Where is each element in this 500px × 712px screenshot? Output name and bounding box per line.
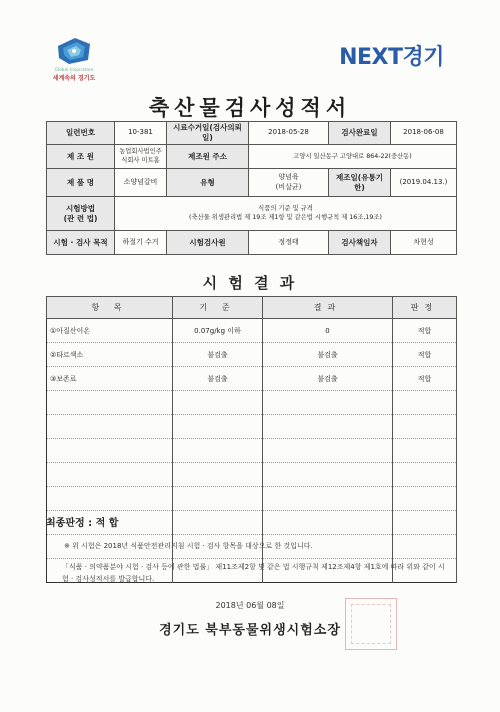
test-standard: 불검출 — [173, 367, 263, 391]
info-row — [47, 169, 457, 197]
final-verdict: 최종판정 : 적 합 — [46, 518, 119, 529]
empty-row — [47, 487, 457, 511]
info-row — [47, 122, 457, 145]
label-test-method-line1: 시험방법 — [66, 203, 95, 213]
empty-row — [47, 463, 457, 487]
label-received-date: 시료수거일(검사의뢰일) — [167, 122, 249, 145]
document-title: 축산물검사성적서 — [148, 96, 352, 120]
test-result: 불검출 — [263, 343, 393, 367]
results-header-row — [47, 297, 457, 319]
logo-tagline: Global Inspiration — [54, 67, 94, 72]
manufacturer-address: 고양시 일산동구 고양대로 864-22(중산동) — [249, 145, 457, 169]
legal-statement: 「식품 · 의약품분야 시험 · 검사 등에 관한 법률」 제11조제2항 및 같은 법 시행규칙 제12조제4항 제1호에 따라 위와 같이 시험 · 검사성적서를 발급합니다. — [62, 563, 445, 584]
issuer-name: 경기도 북부동물위생시험소장 — [159, 623, 341, 638]
logo-brand: 세계속의 경기도 — [52, 75, 96, 82]
received-date: 2018-05-28 — [249, 122, 329, 145]
test-method-line2: (축산물 위생관리법 제 19조 제1항 및 같은법 시행규칙 제 16조,19조) — [189, 213, 382, 221]
label-completed-date: 검사완료일 — [329, 122, 391, 145]
header-standard: 기 준 — [173, 297, 263, 319]
label-inspector: 시험검사원 — [167, 231, 249, 255]
test-method — [115, 197, 457, 231]
table-row — [47, 367, 457, 391]
product-type-main: 양념육 — [278, 173, 299, 182]
test-result: 0 — [263, 319, 393, 343]
gyeonggi-logo — [48, 36, 100, 82]
empty-row — [47, 439, 457, 463]
gyeonggi-emblem-icon — [55, 36, 93, 66]
scope-note: ※ 위 시험은 2018년 식품안전관리지침 시험 · 검사 항목을 대상으로 한 것입니다. — [64, 542, 313, 550]
label-address: 제조원 주소 — [167, 145, 249, 169]
label-type: 유형 — [167, 169, 249, 197]
issue-date: 2018년 06월 08일 — [215, 601, 285, 610]
product-name: 소양념갈비 — [115, 169, 167, 197]
manager-name: 차현성 — [391, 231, 457, 255]
completed-date: 2018-06-08 — [391, 122, 457, 145]
table-row — [47, 319, 457, 343]
label-purpose: 시험 · 검사 목적 — [47, 231, 115, 255]
label-manager: 검사책임자 — [329, 231, 391, 255]
label-test-method — [47, 197, 115, 231]
test-verdict: 적합 — [393, 343, 457, 367]
info-table — [46, 121, 457, 255]
inspector-name: 정정태 — [249, 231, 329, 255]
label-product: 제 품 명 — [47, 169, 115, 197]
test-verdict: 적합 — [393, 367, 457, 391]
manufacture-date: (2019.04.13.) — [391, 169, 457, 197]
manufacturer: 농업회사법인주식회사 미트홈 — [115, 145, 167, 169]
label-test-method-line2: (관 련 법) — [63, 213, 98, 223]
test-purpose: 하절기 수거 — [115, 231, 167, 255]
header-item: 항 목 — [47, 297, 173, 319]
header-verdict: 판정 — [393, 297, 457, 319]
test-item: ②타르색소 — [47, 343, 173, 367]
test-item: ③보존료 — [47, 367, 173, 391]
label-manufacture-date: 제조일(유통기한) — [329, 169, 391, 197]
test-verdict: 적합 — [393, 319, 457, 343]
test-item: ①아질산이온 — [47, 319, 173, 343]
label-serial-number: 일련번호 — [47, 122, 115, 145]
empty-row — [47, 415, 457, 439]
serial-number: 10-381 — [115, 122, 167, 145]
label-manufacturer: 제 조 원 — [47, 145, 115, 169]
results-title: 시 험 결 과 — [202, 274, 298, 292]
test-standard: 0.07g/kg 이하 — [173, 319, 263, 343]
info-row — [47, 197, 457, 231]
info-row — [47, 231, 457, 255]
header-result: 결과 — [263, 297, 393, 319]
test-standard: 불검출 — [173, 343, 263, 367]
results-table — [46, 296, 457, 583]
info-row — [47, 145, 457, 169]
table-row — [47, 343, 457, 367]
next-gyeonggi-logo: NEXT경기 — [339, 45, 444, 70]
test-method-line1: 식품의 기준 및 규격 — [258, 205, 313, 213]
test-result: 불검출 — [263, 367, 393, 391]
product-type-sub: (비살균) — [275, 182, 302, 191]
product-type — [249, 169, 329, 197]
empty-row — [47, 391, 457, 415]
